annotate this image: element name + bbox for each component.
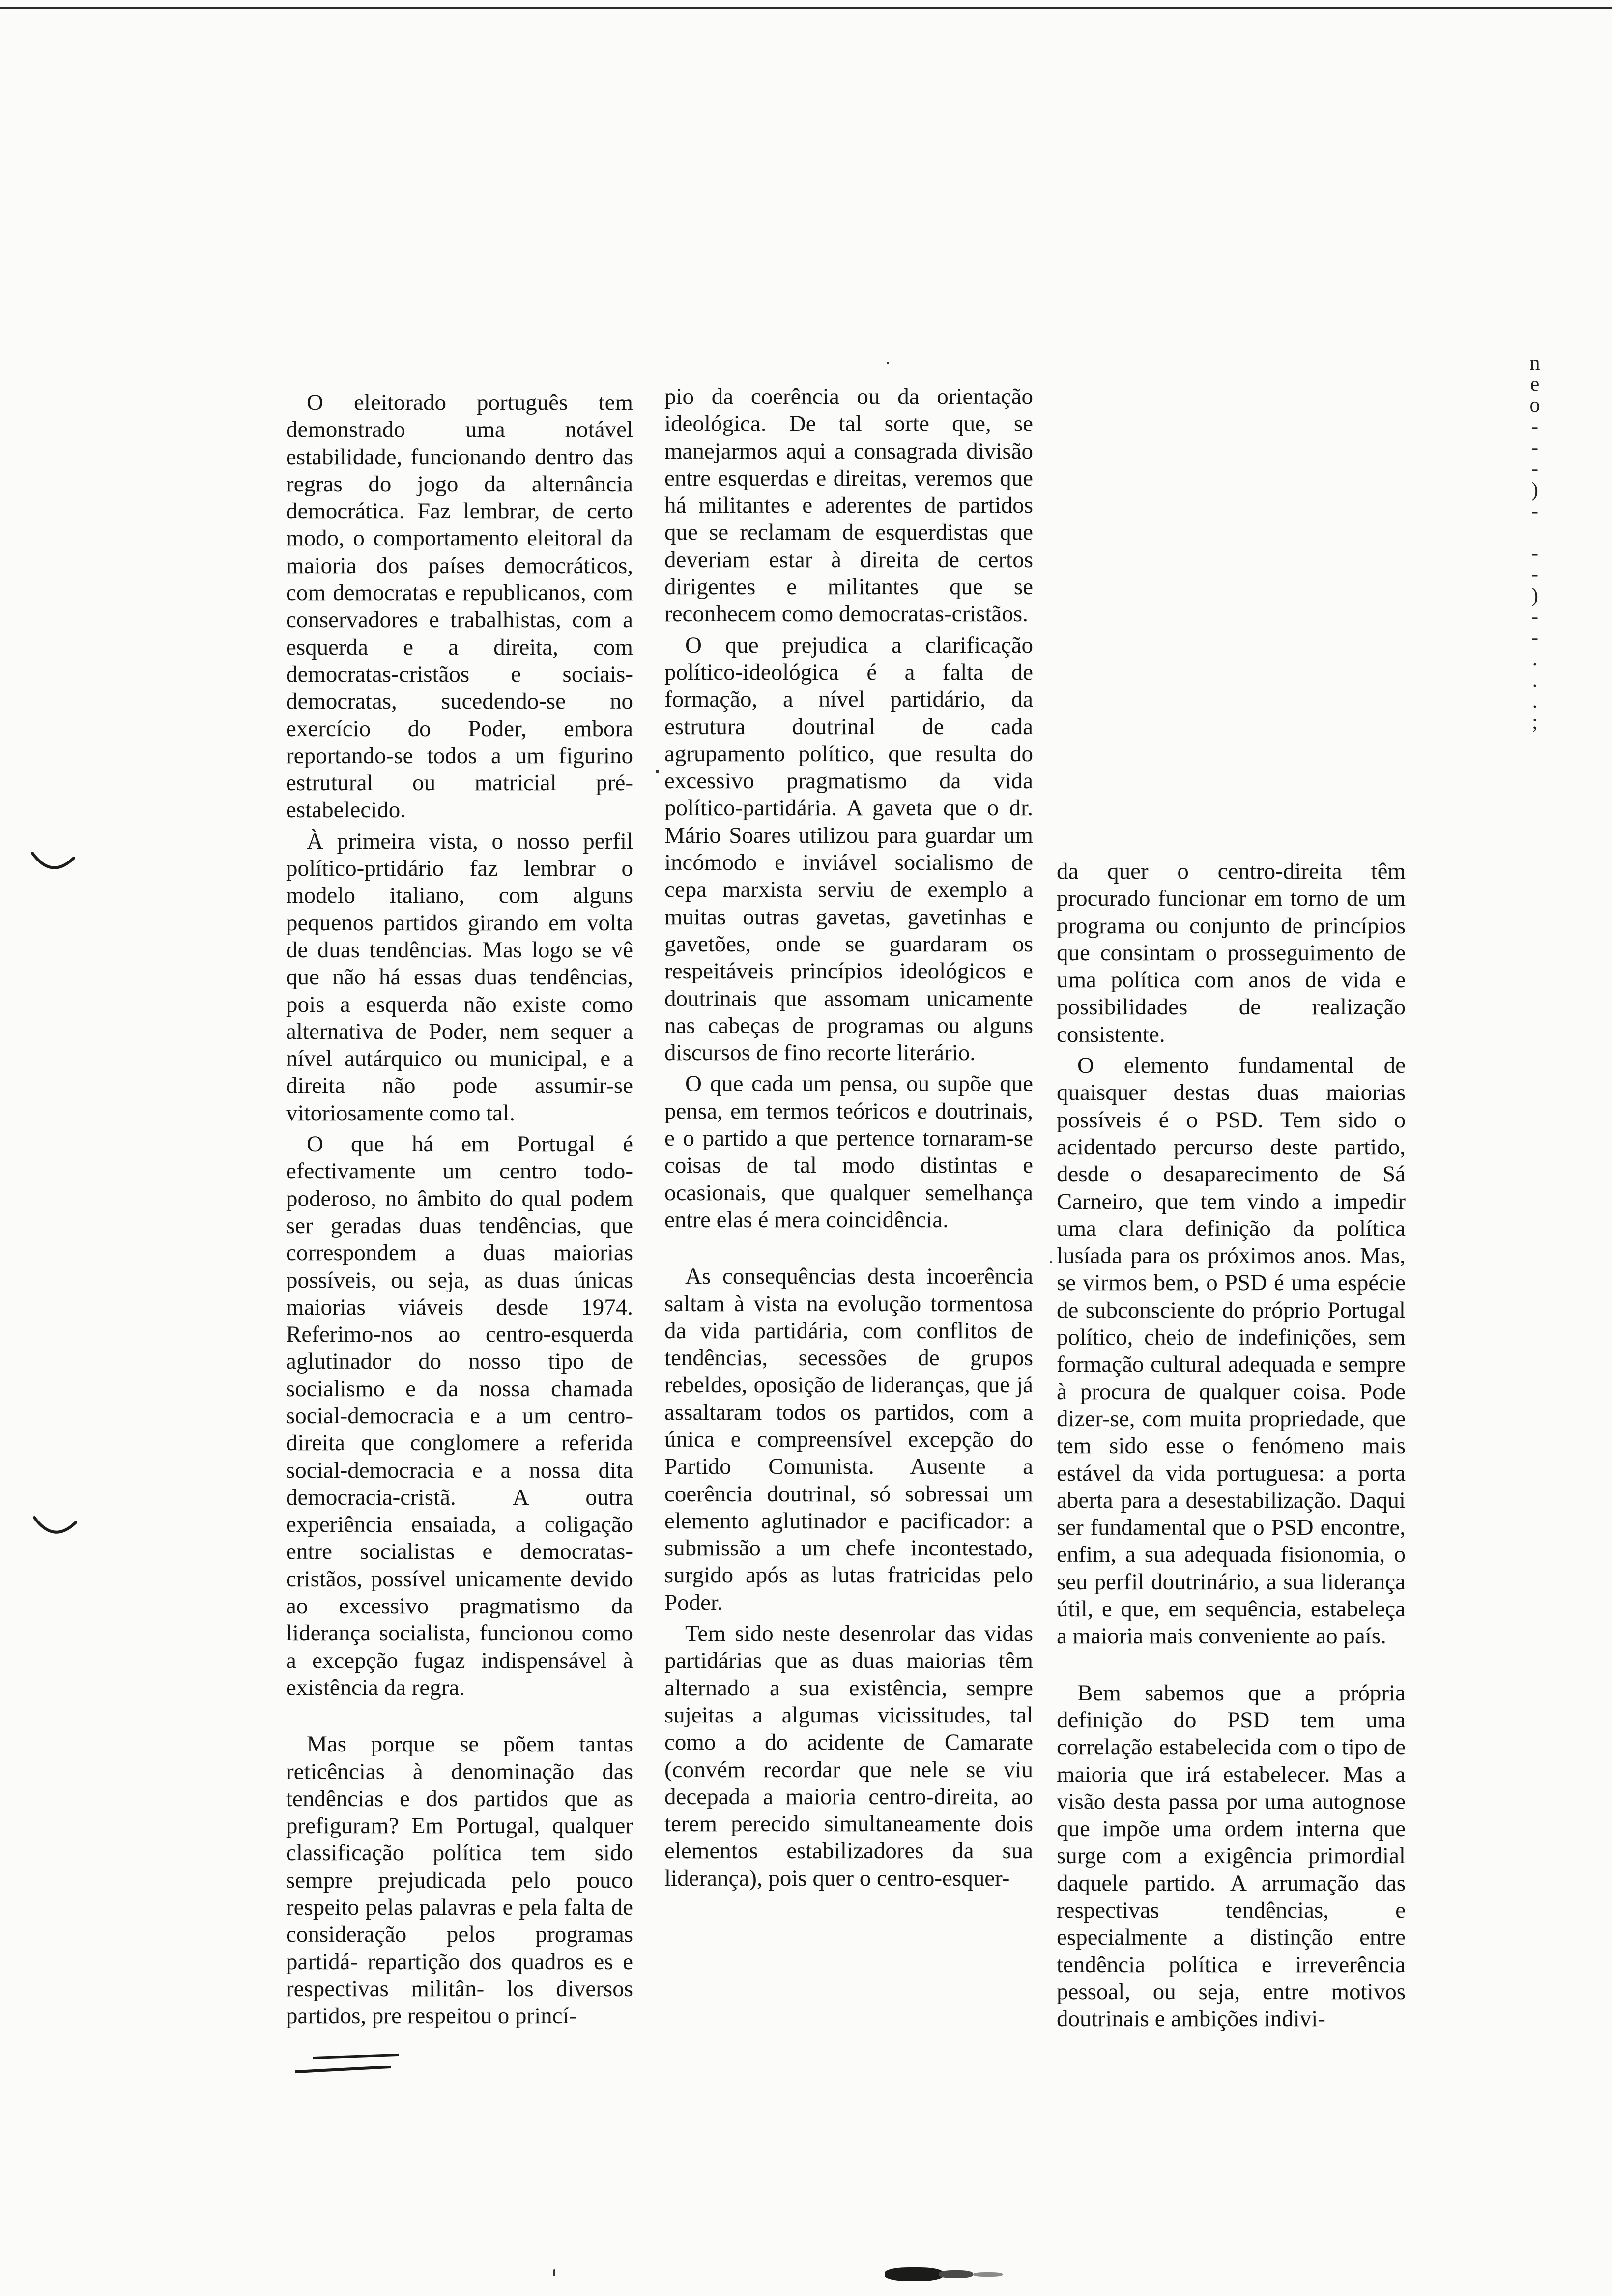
pen-underline-stroke xyxy=(313,2054,399,2059)
edge-fragment: e xyxy=(1530,373,1540,396)
column-3-paragraph: da quer o centro-direita têm procurado funcionar em torno de um programa ou conjunto de princípios que consintam o prosseguimento de uma política com anos de vida e possibilidades de realização consistente. xyxy=(1057,859,1406,1047)
punch-hole-mark-lower xyxy=(31,1514,79,1543)
stray-dot xyxy=(887,362,889,364)
punch-hole-mark-upper xyxy=(29,849,77,879)
edge-fragment: ) xyxy=(1531,479,1538,501)
stray-dot xyxy=(656,770,659,773)
column-1-paragraph: À primeira vista, o nosso perfil político-prtidário faz lembrar o modelo italiano, com alguns pequenos partidos girando em volta de duas tendências. Mas logo se vê que não há essas duas tendências, pois a esquerda não existe como alternativa de Poder, nem sequer a nível autárquico ou municipal, e a direita não pode assumir-se vitoriosamente como tal. xyxy=(286,828,633,1126)
scan-smudge xyxy=(939,2270,973,2278)
edge-fragment xyxy=(1527,522,1542,543)
edge-fragment: . xyxy=(1532,690,1538,713)
article-column-3 xyxy=(1057,858,1406,2033)
edge-fragment: o xyxy=(1529,394,1540,417)
edge-fragment: - xyxy=(1531,563,1538,586)
scan-smudge xyxy=(973,2272,1003,2277)
edge-fragment: - xyxy=(1531,458,1538,480)
pen-strike-stroke xyxy=(295,2066,391,2073)
column-2-paragraph: O que cada um pensa, ou supõe que pensa, em termos teóricos e doutrinais, e o partido a que pertence tornaram-se coisas de tal modo distintas e ocasionais, que qualquer semelhança entre elas é mera coincidência. xyxy=(664,1071,1033,1233)
edge-fragment: - xyxy=(1531,542,1538,565)
edge-fragment: . xyxy=(1532,648,1538,670)
article-column-2 xyxy=(664,383,1033,1892)
edge-fragment: - xyxy=(1531,627,1538,649)
column-2-paragraph: pio da coerência ou da orientação ideológica. De tal sorte que, se manejarmos aqui a consagrada divisão entre esquerdas e direitas, veremos que há militantes e aderentes de partidos que se reclamam de esquerdistas que deveriam estar à direita de certos dirigentes e militantes que se reconhecem como democratas-cristãos. xyxy=(664,384,1033,627)
column-1-paragraph: O eleitorado português tem demonstrado uma notável estabilidade, funcionando dentro das regras do jogo da alternância democrática. Faz lembrar, de certo modo, o comportamento eleitoral da maioria dos países democráticos, com democratas e republicanos, com conservadores e trabalhistas, com a esquerda e a direita, com democratas-cristãos e sociais-democratas, sucedendo-se no exercício do Poder, embora reportando-se todos a um figurino estrutural ou matricial pré-estabelecido. xyxy=(286,390,633,823)
edge-fragment: - xyxy=(1531,415,1538,438)
column-2-paragraph: O que prejudica a clarificação político-ideológica é a falta de formação, a nível partidário, da estrutura doutrinal de cada agrupamento político, que resulta do excessivo pragmatismo da vida político-partidária. A gaveta que o dr. Mário Soares utilizou para guardar um incómodo e inviável socialismo de cepa marxista serviu de exemplo a muitas outras gavetas, gavetinhas e gavetões, onde se guardaram os respeitáveis princípios ideológicos e doutrinais que assomam unicamente nas cabeças de programas ou alguns discursos de fino recorte literário. xyxy=(664,632,1033,1066)
column-3-paragraph: O elemento fundamental de quaisquer destas duas maiorias possíveis é o PSD. Tem sido o acidentado percurso deste partido, desde o desaparecimento de Sá Carneiro, que tem vindo a impedir uma clara definição da política lusíada para os próximos anos. Mas, se virmos bem, o PSD é uma espécie de subconsciente do próprio Portugal político, cheio de indefinições, sem formação cultural adequada e sempre à procura de qualquer coisa. Pode dizer-se, com muita propriedade, que tem sido esse o fenómeno mais estável da vida portuguesa: a porta aberta para a desestabilização. Daqui ser fundamental que o PSD encontre, enfim, a sua adequada fisionomia, o seu perfil doutrinário, a sua liderança útil, e que, em sequência, estabeleça a maioria mais conveniente ao país. xyxy=(1057,1053,1406,1649)
column-3-paragraph: Bem sabemos que a própria definição do PSD tem uma correlação estabelecida com o tipo de maioria que irá estabelecer. Mas a visão desta passa por uma autognose que impõe uma ordem interna que surge com a exigência primordial daquele partido. A arrumação das respectivas tendências, e especialmente a distinção entre tendência política e irreverência pessoal, ou seja, entre motivos doutrinais e ambições indivi- xyxy=(1057,1680,1406,2032)
edge-fragment: ) xyxy=(1531,584,1538,607)
column-2-paragraph: Tem sido neste desenrolar das vidas partidárias que as duas maiorias têm alternado a sua existência, sempre sujeitas a algumas vicissitudes, tal como a do acidente de Camarate (convém recordar que nele se viu decepada a maioria centro-direita, ao terem perecido simultaneamente dois elementos estabilizadores da sua liderança), pois quer o centro-esquer- xyxy=(664,1621,1033,1891)
top-border-rule xyxy=(0,7,1612,9)
scan-smudge xyxy=(885,2267,944,2281)
edge-fragment: - xyxy=(1531,605,1538,628)
column-1-paragraph: Mas porque se põem tantas reticências à denominação das tendências e dos partidos que as prefiguram? Em Portugal, qualquer classificação política tem sido sempre prejudicada pelo pouco respeito pelas palavras e pela falta de consideração pelos programas partidá- repartição dos quadros es e respectivas militân- los diversos partidos, pre respeitou o princí- xyxy=(286,1731,633,2029)
stray-dot xyxy=(1050,1261,1052,1263)
edge-fragment: n xyxy=(1529,352,1540,374)
edge-fragment: . xyxy=(1532,669,1538,691)
column-1-paragraph: O que há em Portugal é efectivamente um centro todo-poderoso, no âmbito do qual podem ser geradas duas tendências, que correspondem a duas maiorias possíveis, ou seja, as duas únicas maiorias viáveis desde 1974. Referimo-nos ao centro-esquerda aglutinador do nosso tipo de socialismo e da nossa chamada social-democracia e a um centro-direita que conglomere a referida social-democracia e a nossa dita democracia-cristã. A outra experiência ensaiada, a coligação entre socialistas e democratas-cristãos, possível unicamente devido ao excessivo pragmatismo da liderança socialista, funcionou como a excepção fugaz indispensável à existência da regra. xyxy=(286,1131,633,1700)
right-edge-fragments xyxy=(1527,353,1542,733)
article-column-1 xyxy=(286,389,633,2030)
stray-dot xyxy=(553,2269,555,2276)
edge-fragment: ; xyxy=(1532,711,1538,734)
edge-fragment: - xyxy=(1531,500,1538,522)
edge-fragment: - xyxy=(1531,436,1538,459)
column-2-paragraph: As consequências desta incoerência saltam à vista na evolução tormentosa da vida partidária, com conflitos de tendências, secessões de grupos rebeldes, oposição de lideranças, que já assaltaram todos os partidos, com a única e compreensível excepção do Partido Comunista. Ausente a coerência doutrinal, só sobressai um elemento aglutinador e pacificador: a submissão a um chefe incontestado, surgido após as lutas fratricidas pelo Poder. xyxy=(664,1263,1033,1615)
